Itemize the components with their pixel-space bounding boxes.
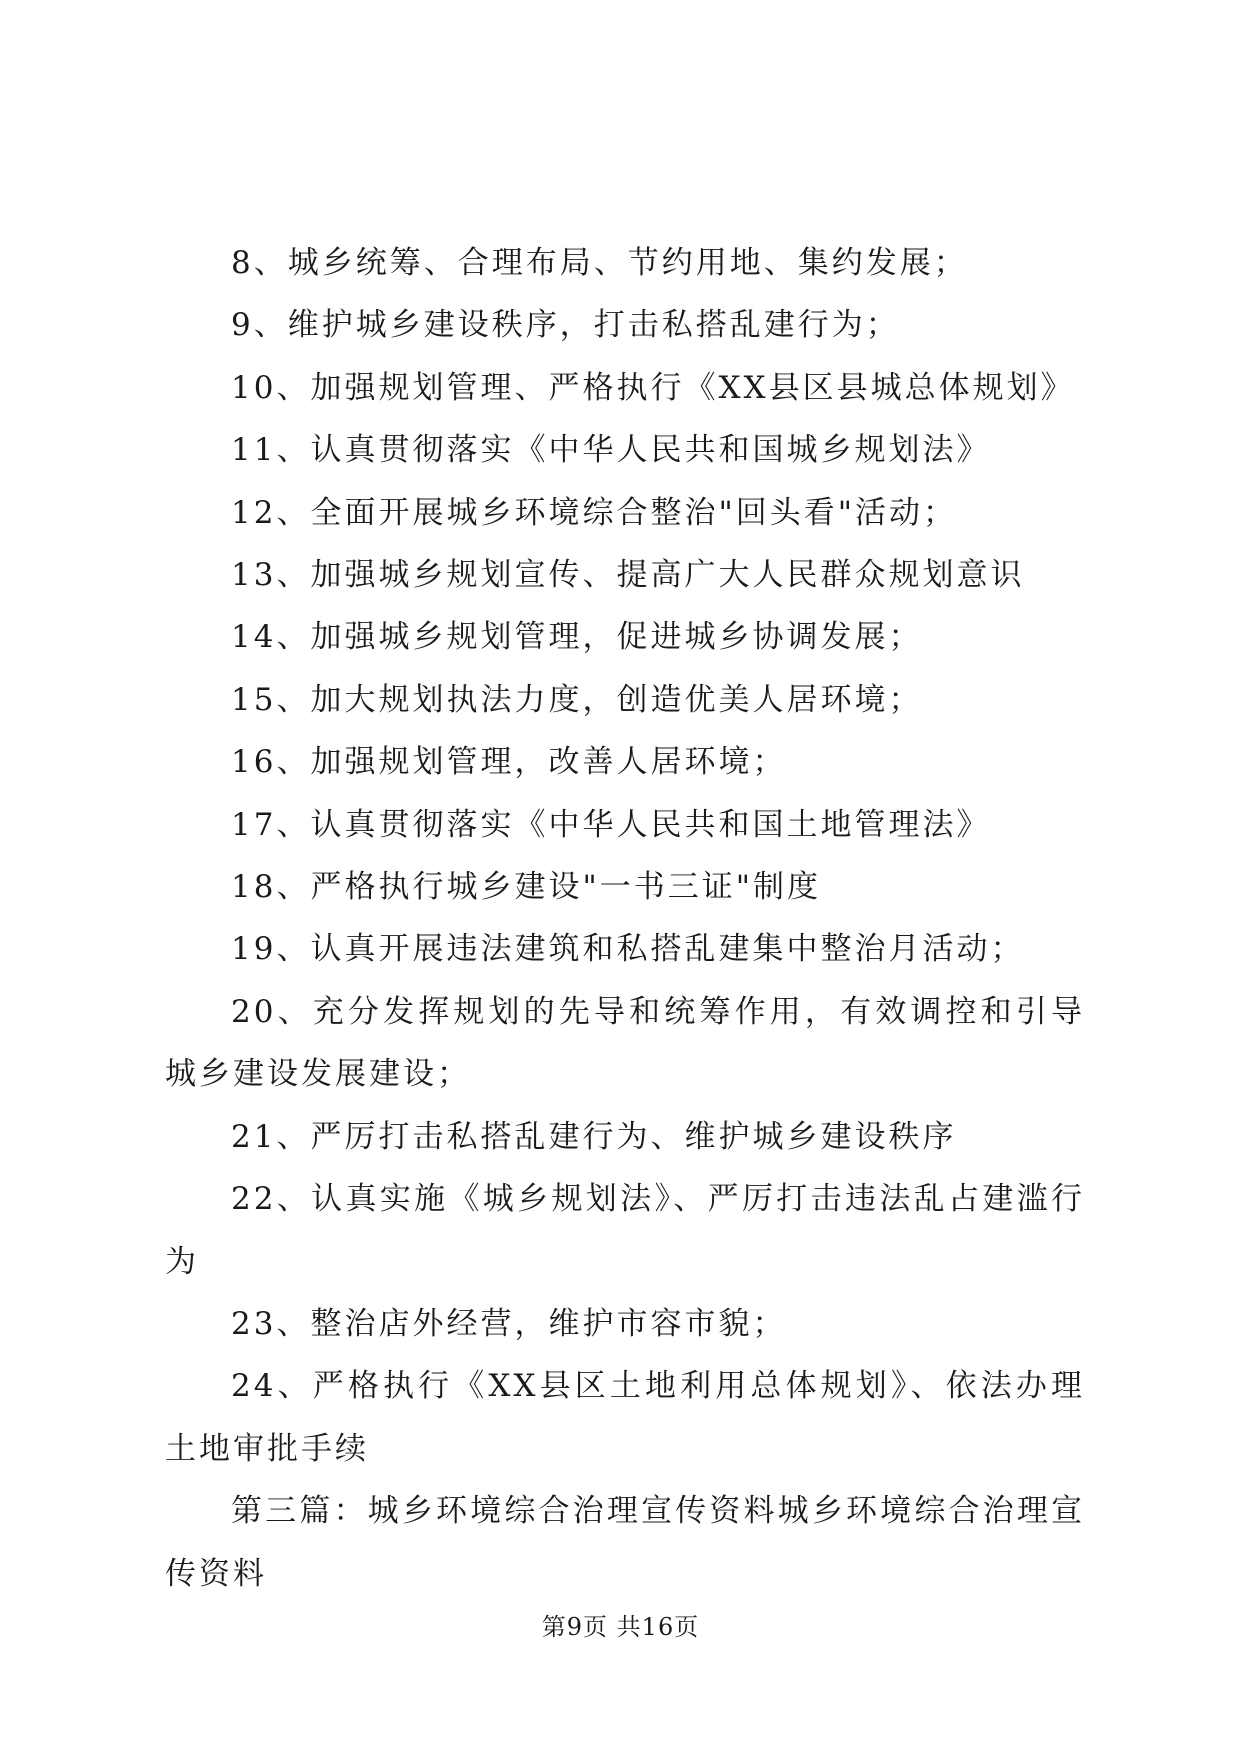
paragraph-item-9: 9、维护城乡建设秩序，打击私搭乱建行为； [231, 307, 900, 344]
paragraph-item-14: 14、加强城乡规划管理，促进城乡协调发展； [231, 619, 923, 656]
paragraph-item-11: 11、认真贯彻落实《中华人民共和国城乡规划法》 [231, 432, 991, 469]
page-number: 第9页 共16页 [541, 1613, 700, 1641]
paragraph-item-16: 16、加强规划管理，改善人居环境； [231, 744, 787, 781]
paragraph-item-8: 8、城乡统筹、合理布局、节约用地、集约发展； [231, 245, 968, 281]
paragraph-item-23: 23、整治店外经营，维护市容市貌； [231, 1305, 787, 1342]
section-heading-part-three: 第三篇：城乡环境综合治理宣传资料城乡环境综合治理宣传资料 [165, 1493, 1085, 1592]
paragraph-item-18: 18、严格执行城乡建设"一书三证"制度 [231, 869, 821, 906]
paragraph-item-17: 17、认真贯彻落实《中华人民共和国土地管理法》 [231, 806, 991, 843]
paragraph-item-19: 19、认真开展违法建筑和私搭乱建集中整治月活动； [231, 931, 1025, 968]
paragraph-item-15: 15、加大规划执法力度，创造优美人居环境； [231, 681, 923, 718]
paragraph-item-13: 13、加强城乡规划宣传、提高广大人民群众规划意识 [231, 557, 1025, 594]
paragraph-item-20: 20、充分发挥规划的先导和统筹作用，有效调控和引导城乡建设发展建设； [165, 993, 1085, 1093]
page-footer [0, 1612, 1241, 1642]
paragraph-item-12: 12、全面开展城乡环境综合整治"回头看"活动； [231, 494, 957, 531]
document-body [165, 232, 1085, 1605]
paragraph-item-22: 22、认真实施《城乡规划法》、严厉打击违法乱占建滥行为 [165, 1181, 1085, 1280]
paragraph-item-24: 24、严格执行《XX县区土地利用总体规划》、依法办理土地审批手续 [165, 1368, 1085, 1467]
paragraph-item-21: 21、严厉打击私搭乱建行为、维护城乡建设秩序 [231, 1118, 957, 1155]
paragraph-item-10: 10、加强规划管理、严格执行《XX县区县城总体规划》 [231, 369, 1075, 406]
